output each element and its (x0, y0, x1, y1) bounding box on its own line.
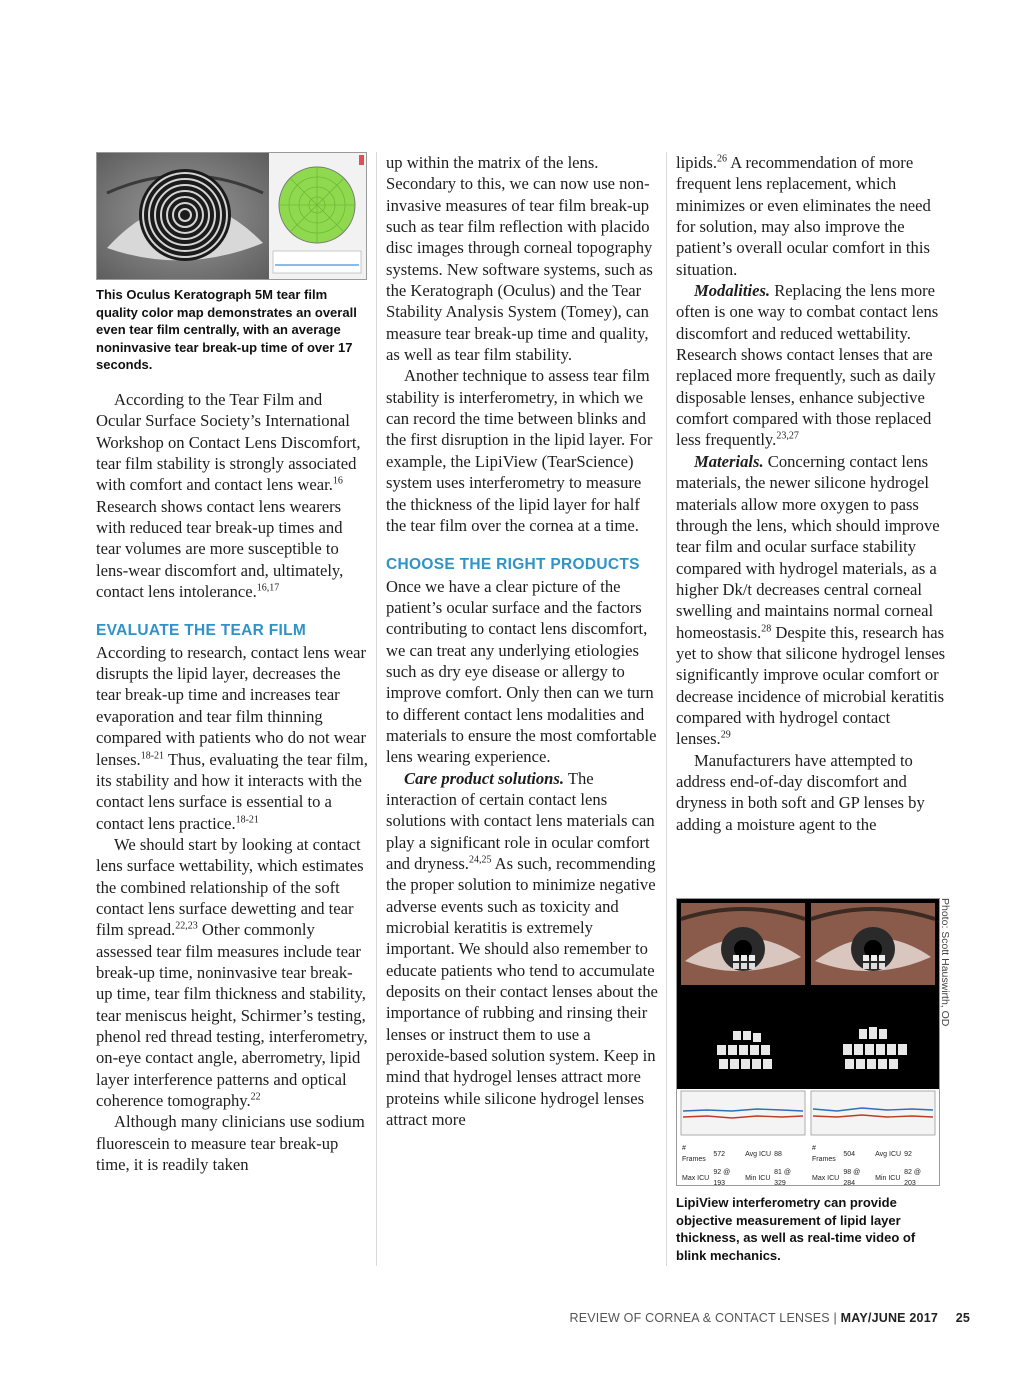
column-divider (376, 152, 377, 1266)
paragraph: up within the matrix of the lens. Secondary to this, we can now use non-invasive measures of tear film break-up such as tear film reflection with placido disc images through corneal topography systems. New software systems, such as the Keratograph (Oculus) and the Tear Stability Analysis System (Tomey), can measure tear break-up time and quality, as well as tear film stability. (386, 153, 653, 365)
paragraph: Although many clinicians use sodium fluorescein to measure tear break-up time, it is readily taken (96, 1112, 365, 1175)
paragraph: Materials. Concerning contact lens materials, the newer silicone hydrogel materials allow more oxygen to pass through the lens, which should improve tear film and ocular surface stability compared with hydrogel materials, as a higher Dk/t decreases central corneal swelling and maintains normal corneal homeostasis.$^{28}$ Despite this, research has yet to show that silicone hydrogel lenses significantly improve ocular comfort or decrease incidence of microbial keratitis compared with hydrogel contact lenses.$^{29}$ (676, 451, 946, 749)
journal-name: REVIEW OF CORNEA & CONTACT LENSES (569, 1311, 830, 1325)
figure-2-caption: LipiView interferometry can provide objective measurement of lipid layer thickness, as well as real-time video of blink mechanics. (676, 1195, 916, 1263)
photo-credit: Photo: Scott Hauswirth, OD (939, 898, 951, 1027)
figure-lipiview (676, 898, 940, 1186)
lipiview-graphs (677, 1089, 939, 1139)
left-eye-image (681, 903, 805, 985)
section-heading-choose: CHOOSE THE RIGHT PRODUCTS (386, 556, 640, 574)
paragraph: Modalities. Replacing the lens more often is one way to combat contact lens discomfort and reduced wettability. Research shows contact lenses that are replaced more frequently, such as daily disposable lenses, enhance subjective comfort compared with those replaced less frequently.$^{23,27}$ (676, 281, 939, 450)
figure-1-caption: This Oculus Keratograph 5M tear film quality color map demonstrates an overall even tear film centrally, with an average noninvasive tear break-up time of over 17 seconds. (96, 287, 357, 372)
paragraph: Another technique to assess tear film stability is interferometry, in which we can record the time between blinks and the first disruption in the lipid layer. For example, the LipiView (TearScience) system uses interferometry to measure the thickness of the lipid layer for half the tear film over the cornea at a time. (386, 366, 653, 535)
issue-date: MAY/JUNE 2017 (840, 1311, 938, 1325)
left-stats-table: # Frames 572 Avg ICU 88 Max ICU 92 @ 193 Min ICU 81 @ 329 (682, 1145, 791, 1186)
paragraph: Care product solutions. The interaction of certain contact lens solutions with contact lens materials can play a significant role in ocular comfort and dryness.$^{24,25}$ As such, recommending the proper solution to minimize negative adverse events such as toxicity and microbial keratitis is extremely important. We should also remember to educate patients who tend to accumulate deposits on their contact lenses about the importance of rubbing and rinsing their lenses or instruct them to use a peroxide-based solution system. Keep in mind that hydrogel lenses attract more proteins while silicone hydrogel lenses attract more (386, 768, 658, 1130)
keratograph-image (97, 153, 366, 279)
paragraph: We should start by looking at contact lens surface wettability, which estimates the combined relationship of the soft contact lens surface dewetting and tear film spread.$^{22,23}$ Other commonly assessed tear film measures include tear break-up time, noninvasive tear break-up time, tear film thickness and stability, tear meniscus height, Schirmer’s testing, phenol red thread testing, interferometry, on-eye contact angle, aberrometry, lipid layer interference patterns and optical coherence tomography.$^{22}$ (96, 834, 368, 1110)
placido-rings (139, 169, 231, 261)
column-divider (666, 152, 667, 1266)
footer-separator: | (833, 1311, 837, 1325)
page-number: 25 (955, 1311, 970, 1325)
section-heading-evaluate: EVALUATE THE TEAR FILM (96, 622, 307, 640)
lipiview-images (677, 899, 939, 1089)
paragraph: According to research, contact lens wear disrupts the lipid layer, decreases the tear break-up time and increases tear evaporation and tear film thinning compared with patients who do not wear lenses.$^{18-21}$ Thus, evaluating the tear film, its stability and how it interacts with the contact lens surface is essential to a contact lens practice.$^{18-21}$ (96, 642, 368, 833)
paragraph: Manufacturers have attempted to address end-of-day discomfort and dryness in both soft and GP lenses by adding a moisture agent to the (676, 750, 925, 834)
paragraph: According to the Tear Film and Ocular Surface Society’s International Workshop on Contact Lens Discomfort, tear film stability is strongly associated with comfort and contact lens wear.$^{16}$ Research shows contact lens wearers with reduced tear break-up times and tear volumes are more susceptible to lens-wear discomfort and, ultimately, contact lens intolerance.$^{16,17}$ (96, 390, 361, 602)
column-2 (386, 152, 658, 1130)
tear-film-color-map (279, 167, 355, 243)
page-footer (569, 1311, 970, 1325)
paragraph: Once we have a clear picture of the patient’s ocular surface and the factors contributing to contact lens discomfort, we can treat any underlying etiologies such as dry eye disease or allergy to improve comfort. Only then can we turn to different contact lens modalities and materials to ensure the most comfortable lens wearing experience. (386, 576, 657, 767)
figure-keratograph (96, 152, 367, 280)
right-eye-image (811, 903, 935, 985)
column-3 (676, 152, 946, 835)
column-1 (96, 389, 368, 1175)
right-stats-table: # Frames 504 Avg ICU 92 Max ICU 98 @ 284 Min ICU 82 @ 203 (812, 1145, 921, 1186)
lipiview-stats (677, 1139, 939, 1185)
paragraph: lipids.$^{26}$ A recommendation of more frequent lens replacement, which minimizes or even eliminates the need for solution, may also improve the patient’s overall ocular comfort in this situation. (676, 153, 931, 279)
